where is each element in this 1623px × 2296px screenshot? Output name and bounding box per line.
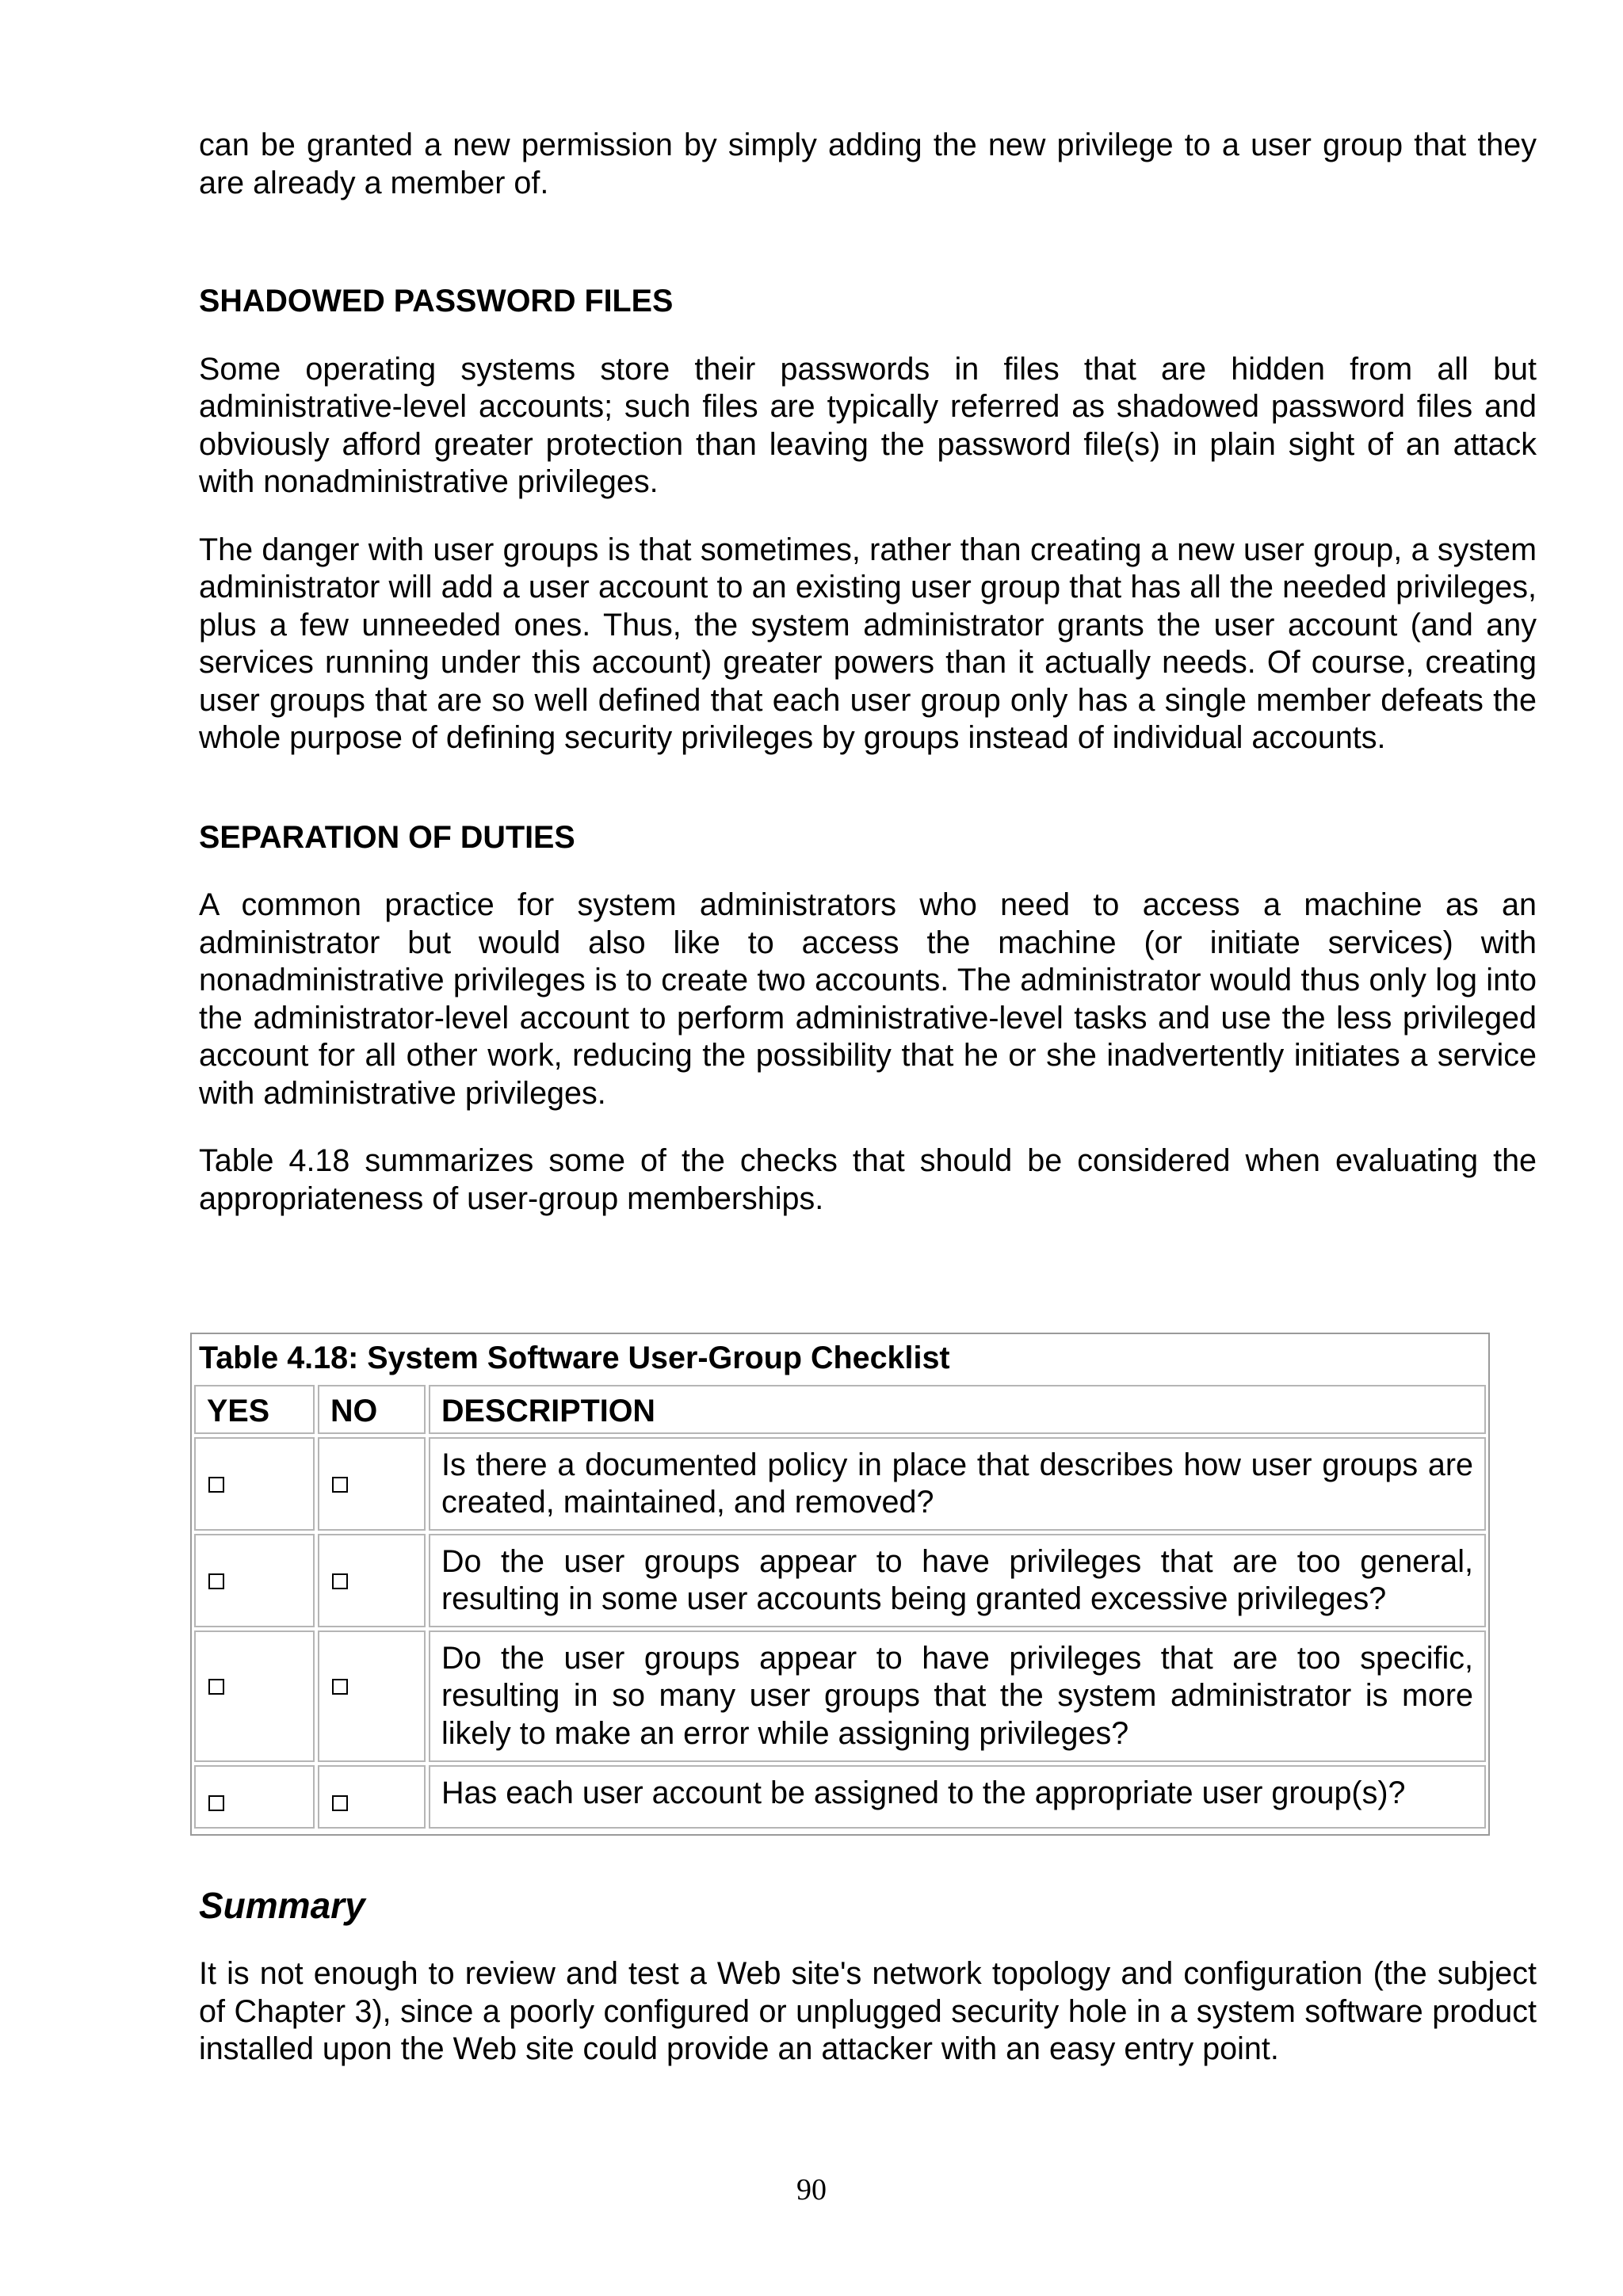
checklist-grid [191, 1382, 1489, 1832]
checklist-table [190, 1333, 1490, 1836]
no-cell[interactable] [318, 1630, 426, 1762]
ballot-box-icon[interactable] [208, 1795, 224, 1811]
header-description: DESCRIPTION [429, 1385, 1486, 1434]
paragraph-shadowed-passwords: Some operating systems store their passwords in files that are hidden from all but administrative-level accounts; such files are typically referred as shadowed password files and obviously afford greater protection than leaving the password file(s) in plain sight of an attack with nonadministrative privileges. [199, 351, 1537, 499]
paragraph-summary: It is not enough to review and test a Web site's network topology and configuration (the subject of Chapter 3), since a poorly configured or unplugged security hole in a system software product installed upon the Web site could provide an attacker with an easy entry point. [199, 1956, 1537, 2066]
no-cell[interactable] [318, 1534, 426, 1627]
header-yes: YES [194, 1385, 315, 1434]
ballot-box-icon[interactable] [208, 1477, 224, 1493]
page-body [199, 127, 1537, 1218]
ballot-box-icon[interactable] [208, 1679, 224, 1695]
ballot-box-icon[interactable] [332, 1795, 348, 1811]
ballot-box-icon[interactable] [332, 1573, 348, 1589]
yes-cell[interactable] [194, 1630, 315, 1762]
paragraph-table-intro: Table 4.18 summarizes some of the checks that should be considered when evaluating the appropriateness of user-group memberships. [199, 1143, 1537, 1216]
heading-summary: Summary [199, 1885, 365, 1926]
ballot-box-icon[interactable] [332, 1679, 348, 1695]
table-row [194, 1765, 1486, 1829]
ballot-box-icon[interactable] [332, 1477, 348, 1493]
yes-cell[interactable] [194, 1765, 315, 1829]
table-header-row [194, 1385, 1486, 1434]
description-cell: Do the user groups appear to have privileges that are too specific, resulting in so many user groups that the system administrator is more likely to make an error while assigning privileges? [429, 1630, 1486, 1762]
paragraph-user-group-danger: The danger with user groups is that sometimes, rather than creating a new user group, a system administrator will add a user account to an existing user group that has all the needed privileges, plus a few unneeded ones. Thus, the system administrator grants the user account (and any services running under this account) greater powers than it actually needs. Of course, creating user groups that are so well defined that each user group only has a single member defeats the whole purpose of defining security privileges by groups instead of individual accounts. [199, 532, 1537, 755]
heading-separation-of-duties: SEPARATION OF DUTIES [199, 819, 575, 855]
paragraph-intro-continuation: can be granted a new permission by simply adding the new privilege to a user group that they are already a member of. [199, 128, 1537, 200]
ballot-box-icon[interactable] [208, 1573, 224, 1589]
table-row [194, 1534, 1486, 1627]
paragraph-separation-of-duties: A common practice for system administrators who need to access a machine as an administrator but would also like to access the machine (or initiate services) with nonadministrative privileges is to create two accounts. The administrator would thus only log into the administrator-level account to perform administrative-level tasks and use the less privileged account for all other work, reducing the possibility that he or she inadvertently initiates a service with administrative privileges. [199, 887, 1537, 1111]
heading-shadowed-password-files: SHADOWED PASSWORD FILES [199, 284, 674, 318]
table-row [194, 1437, 1486, 1531]
no-cell[interactable] [318, 1765, 426, 1829]
description-cell: Do the user groups appear to have privileges that are too general, resulting in some user accounts being granted excessive privileges? [429, 1534, 1486, 1627]
yes-cell[interactable] [194, 1437, 315, 1531]
page-number: 90 [796, 2173, 827, 2206]
description-cell: Is there a documented policy in place that describes how user groups are created, maintained, and removed? [429, 1437, 1486, 1531]
header-no: NO [318, 1385, 426, 1434]
no-cell[interactable] [318, 1437, 426, 1531]
yes-cell[interactable] [194, 1534, 315, 1627]
table-caption: Table 4.18: System Software User-Group Checklist [199, 1341, 950, 1375]
table-row [194, 1630, 1486, 1762]
description-cell: Has each user account be assigned to the appropriate user group(s)? [429, 1765, 1486, 1829]
summary-section [199, 1884, 1537, 2069]
